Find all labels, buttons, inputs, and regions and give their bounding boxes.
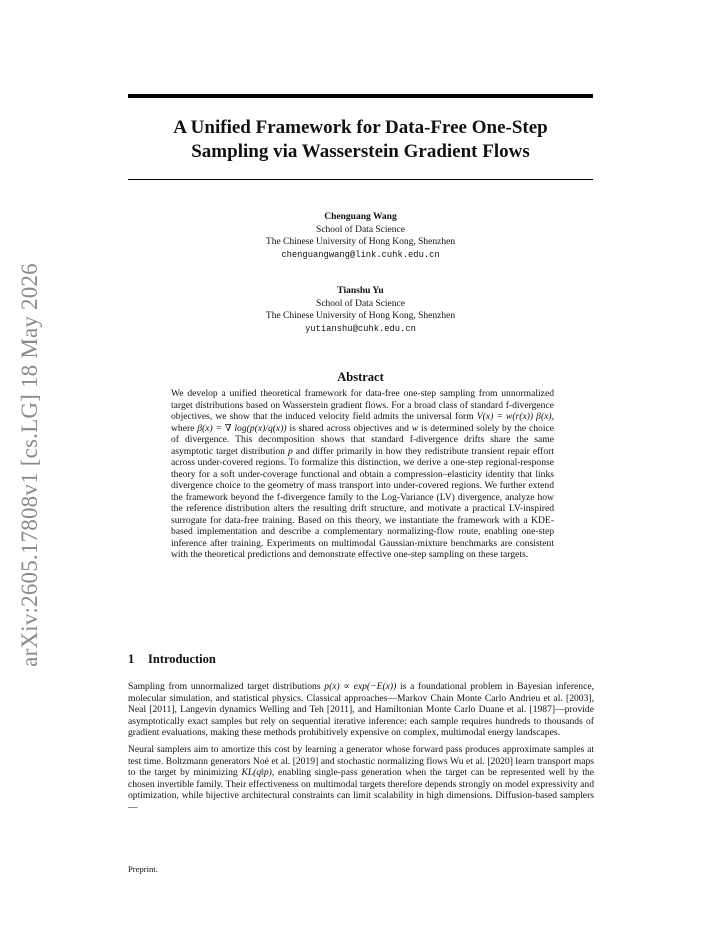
author-name: Chenguang Wang (324, 212, 397, 222)
intro-paragraph-2: Neural samplers aim to amortize this cost by learning a generator whose forward pass produces approximate samples at test time. Boltzmann generators Noé et al. [2019] and stochastic normalizing flows Wu et al. [2020] learn transport maps to the target by minimizing KL(q‖p), enabling single-pass generation when the target can be represented well by the chosen invertible family. Their effectiveness on multimodal targets therefore depends strongly on model expressivity and optimization, while bijective architectural constraints can limit scalability in high dimensions. Diffusion-based samplers— (128, 744, 594, 813)
author-email: yutianshu@cuhk.edu.cn (305, 323, 416, 334)
title-bottom-rule (128, 179, 593, 180)
author-department: School of Data Science (316, 298, 405, 309)
section-title: Introduction (148, 652, 216, 666)
beta-equation: β(x) = ∇ log(p(x)/q(x)) (197, 422, 287, 434)
abstract-heading: Abstract (337, 370, 384, 384)
author-block-2 (128, 285, 593, 335)
footer-preprint-label: Preprint. (128, 864, 158, 874)
kl-divergence-equation: KL(q‖p) (241, 767, 272, 778)
author-affiliation: The Chinese University of Hong Kong, Shenzhen (265, 237, 456, 247)
title-top-rule (128, 94, 593, 98)
author-name: Tianshu Yu (337, 286, 384, 296)
abstract-text: We develop a unified theoretical framework for data-free one-step sampling from unnormalized target distributions based on Wasserstein gradient flows. For a broad class of standard f-divergence objectives, we show that the induced velocity field admits the universal form V(x) = w(r(x)) β(x), where β(x) = ∇ log(p(x)/q(x)) is shared across objectives and w is determined solely by the choice of divergence. This decomposition shows that standard f-divergence drifts share the same asymptotic target distribution p and differ primarily in how they redistribute transient repair effort across under-covered regions. To formalize this distinction, we derive a one-step regional-response theory for a soft under-coverage functional and obtain a compression–elasticity identity that links divergence choice to the geometry of mass transport into under-covered regions. We further extend the framework beyond the f-divergence family to the Log-Variance (LV) divergence, analyze how the reference distribution alters the resulting drift structure, and motivate a practical LV-inspired surrogate for data-free training. Based on this theory, we instantiate the framework with a KDE-based implementation and describe a complementary normalizing-flow route, enabling one-step inference after training. Experiments on multimodal Gaussian-mixture benchmarks are consistent with the theoretical predictions and demonstrate effective one-step sampling on these targets. (171, 388, 555, 560)
section-number: 1 (128, 652, 135, 666)
title-line-2: Sampling via Wasserstein Gradient Flows (191, 141, 530, 162)
target-density-equation: p(x) ∝ exp(−E(x)) (324, 681, 397, 692)
intro-paragraph-1: Sampling from unnormalized target distributions p(x) ∝ exp(−E(x)) is a foundational problem in Bayesian inference, molecular simulation, and statistical physics. Classical approaches—Markov Chain Monte Carlo Andrieu et al. [2003], Neal [2011], Langevin dynamics Welling and Teh [2011], and Hamiltonian Monte Carlo Duane et al. [1987]—provide asymptotically exact samples but rely on sequential iterative inference: each sample requires hundreds to thousands of gradient evaluations, making these methods prohibitively expensive on complex, multimodal energy landscapes. (128, 681, 595, 738)
arxiv-identifier-stamp (10, 255, 50, 675)
velocity-equation: V(x) = w(r(x)) β(x) (476, 411, 552, 422)
arxiv-identifier-text: arXiv:2605.17808v1 [cs.LG] 18 May 2026 (17, 263, 42, 667)
author-affiliation: The Chinese University of Hong Kong, Shenzhen (265, 311, 456, 321)
author-email: chenguangwang@link.cuhk.edu.cn (281, 249, 440, 260)
author-block-1 (128, 211, 593, 261)
paper-title (128, 116, 593, 164)
author-department: School of Data Science (316, 224, 405, 235)
section-heading-introduction (128, 652, 593, 667)
title-line-1: A Unified Framework for Data-Free One-Step (173, 117, 548, 138)
